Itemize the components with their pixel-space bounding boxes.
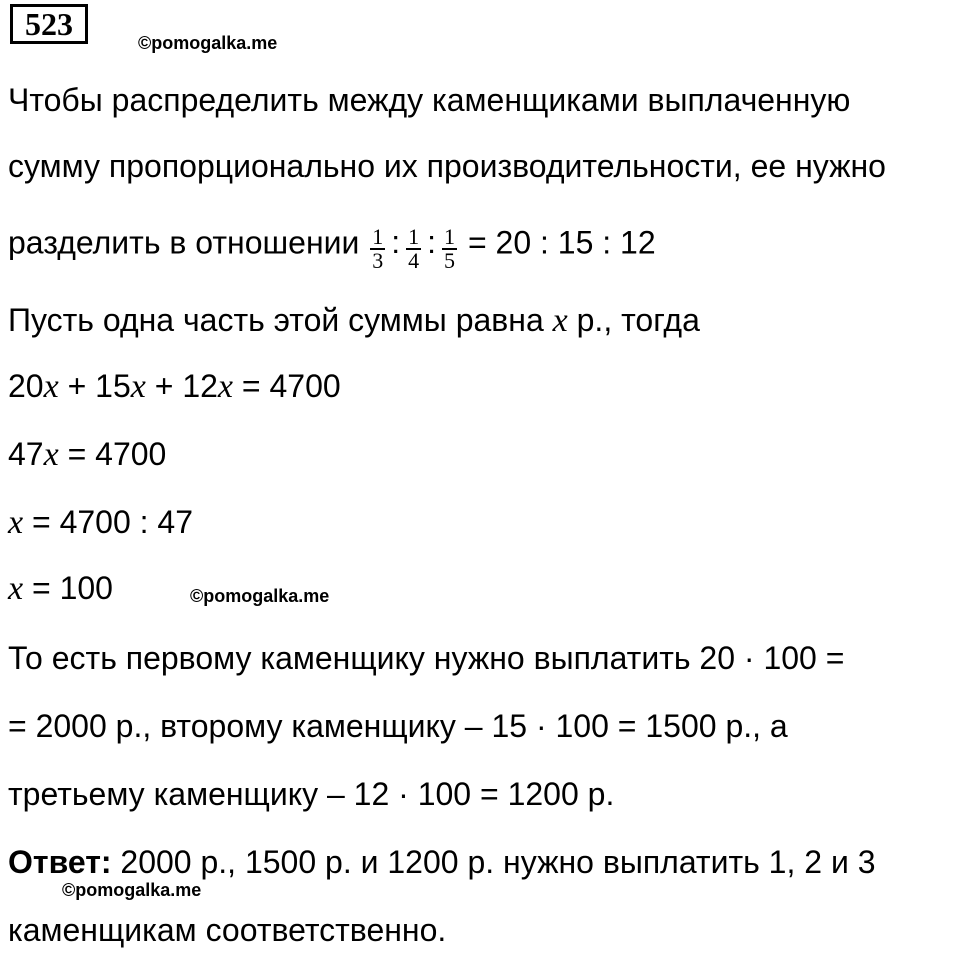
- fraction-denominator: 4: [408, 248, 420, 273]
- answer-line-2: каменщикам соответственно.: [8, 912, 447, 948]
- fraction-numerator: 1: [408, 224, 420, 249]
- ratio-separator: :: [427, 224, 437, 261]
- rhs: = 4700 : 47: [31, 504, 194, 540]
- rhs: = 4700: [67, 436, 167, 472]
- equation-2: [8, 434, 166, 474]
- ratio-separator: :: [391, 224, 401, 261]
- variable-x: x: [43, 368, 59, 405]
- fraction-denominator: 5: [444, 248, 456, 273]
- variable-x: x: [217, 368, 233, 405]
- let-line: [8, 300, 700, 340]
- answer-text: 2000 р., 1500 р. и 1200 р. нужно выплатить 1, 2 и 3: [120, 844, 876, 880]
- coef: + 15: [67, 368, 131, 404]
- conclusion-line-2: = 2000 р., второму каменщику – 15 · 100 = 1500 р., а: [8, 708, 788, 744]
- answer-label: Ответ:: [8, 844, 112, 880]
- variable-x: x: [130, 368, 146, 405]
- let-prefix: Пусть одна часть этой суммы равна: [8, 302, 544, 338]
- let-suffix: р., тогда: [576, 302, 700, 338]
- fraction-numerator: 1: [372, 224, 384, 249]
- variable-x: x: [8, 570, 24, 607]
- rhs: = 4700: [241, 368, 341, 404]
- variable-x: x: [8, 504, 24, 541]
- problem-number: 523: [10, 4, 88, 44]
- coef: 47: [8, 436, 44, 472]
- equation-3: [8, 502, 193, 542]
- coef: + 12: [154, 368, 218, 404]
- equation-4: [8, 568, 113, 608]
- intro-line-3: [8, 222, 656, 278]
- coef: 20: [8, 368, 44, 404]
- fraction-numerator: 1: [444, 224, 456, 249]
- variable-x: x: [552, 302, 568, 339]
- ratio-result: = 20 : 15 : 12: [467, 224, 656, 261]
- rhs: = 100: [31, 570, 113, 606]
- watermark-top: ©pomogalka.me: [138, 33, 278, 53]
- conclusion-line-1: То есть первому каменщику нужно выплатить 20 · 100 =: [8, 640, 845, 676]
- fraction-one-fifth: [442, 226, 457, 272]
- fraction-one-fourth: [406, 226, 421, 272]
- equation-1: [8, 366, 341, 406]
- watermark-middle: ©pomogalka.me: [190, 586, 330, 606]
- intro-line-1: Чтобы распределить между каменщиками выплаченную: [8, 82, 851, 118]
- watermark-bottom: ©pomogalka.me: [62, 880, 202, 900]
- fraction-denominator: 3: [372, 248, 384, 273]
- intro-line-2: сумму пропорционально их производительности, ее нужно: [8, 148, 886, 184]
- answer-line-1: [8, 842, 876, 882]
- conclusion-line-3: третьему каменщику – 12 · 100 = 1200 р.: [8, 776, 615, 812]
- ratio-prefix: разделить в отношении: [8, 224, 360, 261]
- fraction-one-third: [370, 226, 385, 272]
- variable-x: x: [43, 436, 59, 473]
